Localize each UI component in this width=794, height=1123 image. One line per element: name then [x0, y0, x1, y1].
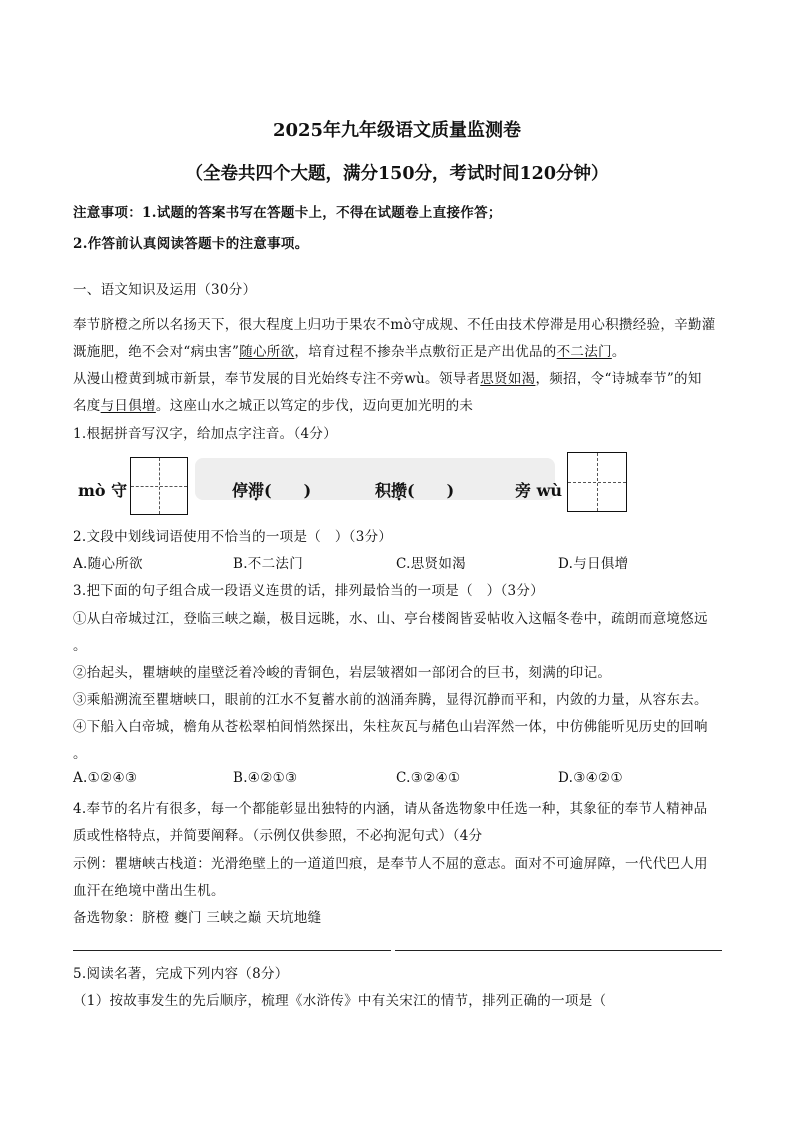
notes-line-2: 2.作答前认真阅读答题卡的注意事项。: [73, 236, 309, 252]
q3-sentence-2: ②抬起头，瞿塘峡的崖壁泛着冷峻的青铜色，岩层皱褶如一部闭合的巨书，刻满的印记。: [73, 665, 612, 681]
underlined-term-3: 思贤如渴: [480, 371, 536, 387]
q3-sentence-3: ③乘船溯流至瞿塘峡口，眼前的江水不复蓄水前的汹涌奔腾，显得沉静而平和，内敛的力量，从容东去。: [73, 692, 708, 708]
passage-line-2: [73, 340, 626, 360]
q4-stem-1: 4.奉节的名片有很多，每一个都能彰显出独特的内涵，请从备选物象中任选一种，其象征的奉节人精神品: [73, 801, 708, 817]
q3-option-d[interactable]: D.③④②①: [558, 770, 623, 786]
section-heading: 一、语文知识及运用（30分）: [73, 282, 257, 298]
q1-writing-box-1[interactable]: [130, 457, 188, 515]
passage-text: 从漫山橙黄到城市新景，奉节发展的目光始终专注不旁wù。领导者: [73, 371, 481, 387]
q1-item-3: [375, 478, 454, 501]
passage-text: 溉施肥，绝不会对“病虫害”: [73, 344, 240, 360]
q5-sub-1: （1）按故事发生的先后顺序，梳理《水浒传》中有关宋江的情节，排列正确的一项是（: [73, 993, 607, 1009]
q3-option-c[interactable]: C.③②④①: [396, 770, 461, 786]
answer-line-2[interactable]: [395, 950, 722, 951]
exam-title: 2025年九年级语文质量监测卷: [272, 120, 522, 141]
q2-stem: 2.文段中划线词语使用不恰当的一项是（ ）（3分）: [73, 529, 393, 545]
underlined-term-4: 与日俱增: [100, 398, 156, 414]
q3-sentence-1-end: 。: [73, 638, 87, 654]
underlined-term-1: 随心所欲: [239, 344, 295, 360]
passage-text: 名度: [73, 398, 101, 414]
passage-line-1: 奉节脐橙之所以名扬天下，很大程度上归功于果农不mò守成规、不任由技术停滞是用心积攒经验，辛勤灌: [73, 317, 716, 333]
passage-line-3: [73, 367, 702, 387]
q2-option-b[interactable]: B.不二法门: [233, 556, 304, 572]
passage-text: ，培育过程不掺杂半点敷衍正是产出优品的: [294, 344, 557, 360]
passage-text: ，频招，令“诗城奉节”的知: [535, 371, 702, 387]
q1-item-1: mò 守: [78, 481, 128, 500]
passage-text: 。: [611, 344, 626, 360]
exam-subtitle: （全卷共四个大题，满分150分，考试时间120分钟）: [185, 164, 609, 184]
q2-option-a[interactable]: A.随心所欲: [73, 556, 143, 572]
q4-candidates: 备选物象：脐橙 夔门 三峡之巅 天坑地缝: [73, 910, 322, 926]
q4-example-1: 示例：瞿塘峡古栈道：光滑绝壁上的一道道凹痕，是奉节人不屈的意志。面对不可逾屏障，一代代巴人用: [73, 856, 708, 872]
q3-sentence-1: ①从白帝城过江，登临三峡之巅，极目远眺，水、山、亭台楼阁皆妥帖收入这幅冬卷中，疏朗而意境悠远: [73, 611, 708, 627]
q3-option-a[interactable]: A.①②④③: [73, 770, 138, 786]
q3-stem: 3.把下面的句子组合成一段语义连贯的话，排列最恰当的一项是（ ）（3分）: [73, 583, 545, 599]
passage-line-4: [73, 394, 473, 414]
dotted-char: 攒: [391, 481, 408, 500]
passage-text: 。这座山水之城正以笃定的步伐，迈向更加光明的未: [155, 398, 474, 414]
underlined-term-2: 不二法门: [556, 344, 612, 360]
q1-writing-box-2[interactable]: [567, 452, 627, 512]
dotted-char: 滞: [248, 481, 265, 500]
q3-sentence-4: ④下船入白帝城，檐角从苍松翠柏间悄然探出，朱柱灰瓦与赭色山岩浑然一体，中仿佛能听见历史的回响: [73, 719, 708, 735]
answer-blank[interactable]: ( ): [407, 481, 455, 500]
q4-stem-2: 质或性格特点，并简要阐释。（示例仅供参照，不必拘泥句式）（4分: [73, 828, 483, 844]
q1-item-2: [232, 478, 311, 501]
char: 停: [232, 481, 249, 500]
q4-example-2: 血汗在绝境中凿出生机。: [73, 883, 225, 899]
answer-blank[interactable]: ( ): [264, 481, 312, 500]
char: 积: [375, 481, 392, 500]
q1-item-4: 旁 wù: [515, 481, 562, 500]
q5-stem: 5.阅读名著，完成下列内容（8分）: [73, 966, 289, 982]
q3-option-b[interactable]: B.④②①③: [233, 770, 298, 786]
notes-line-1: 注意事项：1.试题的答案书写在答题卡上，不得在试题卷上直接作答；: [73, 205, 502, 221]
q1-stem: 1.根据拼音写汉字，给加点字注音。（4分）: [73, 426, 338, 442]
q2-option-d[interactable]: D.与日俱增: [558, 556, 629, 572]
q3-sentence-4-end: 。: [73, 746, 87, 762]
q2-option-c[interactable]: C.思贤如渴: [396, 556, 466, 572]
answer-line-1[interactable]: [73, 950, 391, 951]
